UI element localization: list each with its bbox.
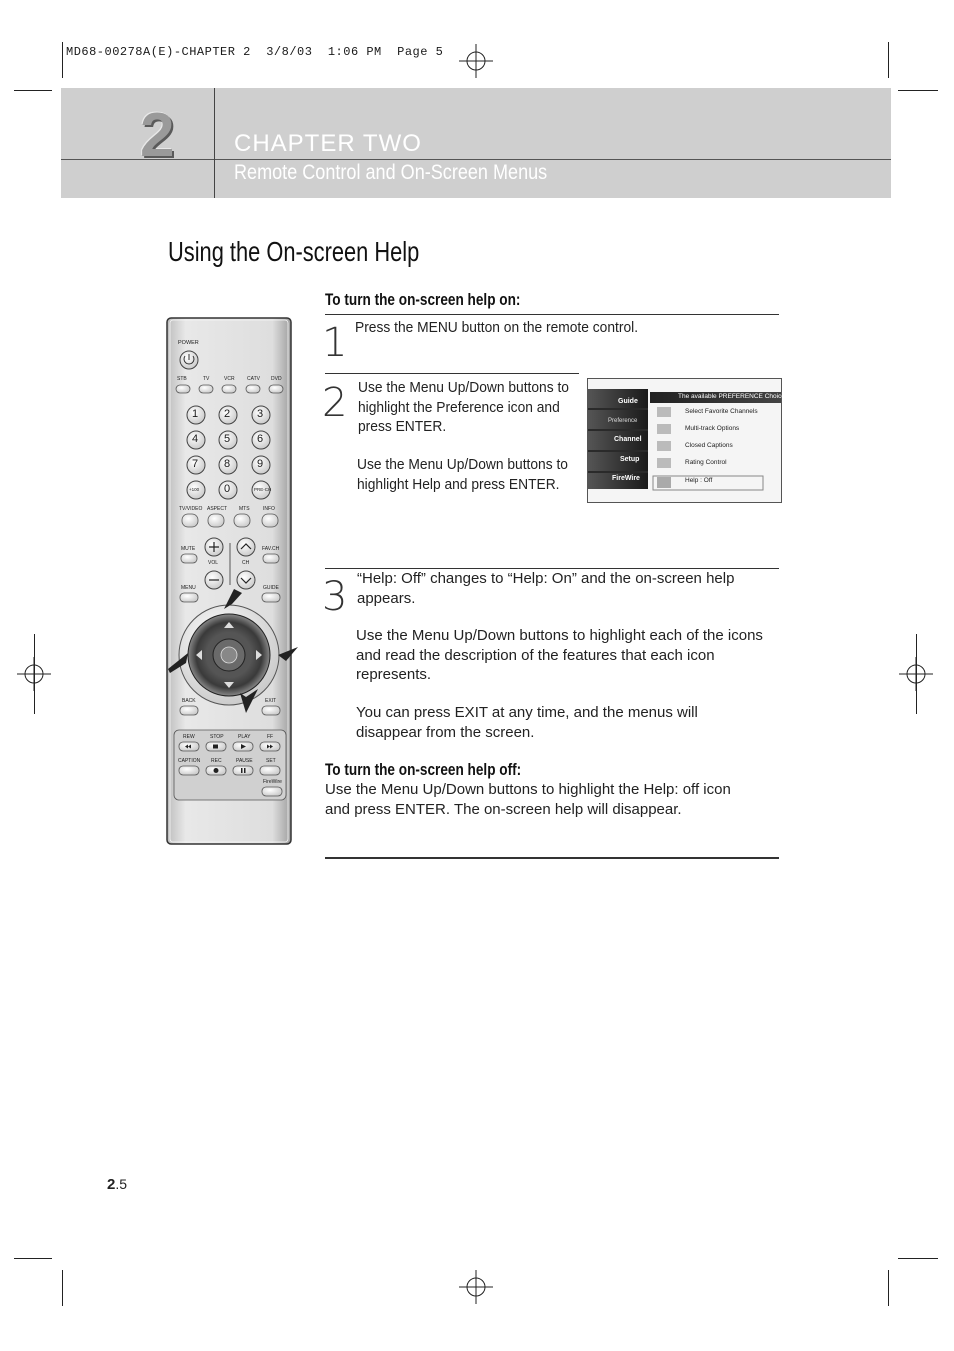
osd-header: The available PREFERENCE Choices [678, 393, 789, 400]
remote-digit: 4 [192, 433, 199, 445]
page-number [107, 1176, 127, 1193]
page-number-chapter: 2 [107, 1176, 116, 1193]
osd-item: Help : Off [685, 477, 713, 484]
remote-transport-label: FF [267, 734, 274, 740]
osd-tab-preference: Preference [608, 418, 638, 424]
remote-source-label: TV [203, 376, 210, 382]
remote-digit: 5 [224, 433, 231, 445]
remote-transport-label: CAPTION [178, 758, 201, 764]
remote-transport-label: STOP [210, 734, 224, 740]
remote-source-label: DVD [271, 376, 282, 382]
step-number-2: 2 [322, 380, 348, 426]
remote-power-label: POWER [178, 340, 199, 346]
chapter-title: CHAPTER TWO [234, 130, 422, 157]
osd-item: Select Favorite Channels [685, 408, 758, 415]
remote-transport-label: SET [266, 758, 276, 764]
step-3-text-3: You can press EXIT at any time, and the menus will disappear from the screen. [356, 704, 698, 741]
remote-func-label: TV/VIDEO [179, 506, 203, 512]
help-off-text: Use the Menu Up/Down buttons to highlight the Help: off icon and press ENTER. The on-screen help will disappear. [325, 781, 731, 818]
remote-func-label: INFO [263, 506, 275, 512]
remote-vol-label: VOL [208, 560, 219, 566]
registration-mark-left [17, 657, 51, 691]
remote-exit-label: EXIT [265, 698, 277, 704]
osd-tab-guide: Guide [618, 398, 638, 405]
remote-digit: 3 [257, 408, 264, 420]
chapter-number: 2 [140, 101, 175, 170]
remote-menu-label: MENU [181, 585, 196, 591]
remote-mute-label: MUTE [181, 546, 196, 552]
step-number-3: 3 [322, 574, 348, 620]
step-2-text: Use the Menu Up/Down buttons to highlight the Preference icon and press ENTER. [358, 379, 569, 435]
remote-control-illustration [166, 317, 292, 845]
remote-firewire-label: FireWire [263, 779, 282, 785]
chapter-subtitle: Remote Control and On-Screen Menus [234, 161, 548, 184]
remote-favch-label: FAV.CH [262, 546, 280, 552]
remote-func-label: ASPECT [207, 506, 228, 512]
osd-tab-firewire: FireWire [612, 475, 640, 482]
remote-digit: +100 [189, 487, 200, 492]
remote-source-label: VCR [224, 376, 235, 382]
step-1-text: Press the MENU button on the remote control. [355, 319, 639, 336]
remote-func-label: MTS [239, 506, 250, 512]
remote-back-label: BACK [182, 698, 196, 704]
remote-digit: 0 [224, 483, 231, 495]
osd-item: Multi-track Options [685, 425, 740, 432]
remote-transport-label: PLAY [238, 734, 251, 740]
osd-item: Rating Control [685, 459, 727, 466]
preference-menu-screenshot [587, 378, 789, 503]
help-on-heading: To turn the on-screen help on: [325, 290, 521, 309]
remote-digit: 7 [192, 458, 199, 470]
header-divider [61, 159, 891, 160]
remote-digit: 2 [224, 408, 231, 420]
osd-tab-setup: Setup [620, 456, 640, 463]
osd-tab-channel: Channel [614, 436, 642, 443]
remote-digit: 1 [192, 408, 199, 420]
page-number-page: .5 [115, 1176, 128, 1192]
remote-transport-label: PAUSE [236, 758, 253, 764]
step-3-text-2: Use the Menu Up/Down buttons to highlight each of the icons and read the description of the features that each icon represents. [356, 627, 763, 683]
heading-rule [325, 314, 779, 315]
remote-guide-label: GUIDE [263, 585, 279, 591]
section-end-rule [325, 857, 779, 859]
help-off-heading: To turn the on-screen help off: [325, 760, 522, 779]
remote-digit: 8 [224, 458, 231, 470]
remote-source-label: STB [177, 376, 187, 382]
step-2-text-2: Use the Menu Up/Down buttons to highlight Help and press ENTER. [357, 456, 568, 493]
registration-mark-top [459, 44, 493, 78]
step-3-text: “Help: Off” changes to “Help: On” and the on-screen help appears. [357, 570, 735, 607]
remote-transport-label: REC [211, 758, 222, 764]
remote-transport-label: REW [183, 734, 195, 740]
step-number-1: 1 [322, 320, 348, 366]
remote-ch-label: CH [242, 560, 250, 566]
section-title: Using the On-screen Help [168, 236, 420, 267]
print-slug: MD68-00278A(E)-CHAPTER 2 3/8/03 1:06 PM Page 5 [66, 45, 444, 59]
registration-mark-bottom [459, 1270, 493, 1304]
header-vertical-divider [214, 88, 215, 198]
remote-source-label: CATV [247, 376, 260, 382]
registration-mark-right [899, 657, 933, 691]
osd-item: Closed Captions [685, 442, 733, 449]
step-2-rule [325, 373, 579, 374]
remote-digit: 6 [257, 433, 264, 445]
remote-digit: PRE-CH [254, 487, 272, 492]
remote-digit: 9 [257, 458, 264, 470]
